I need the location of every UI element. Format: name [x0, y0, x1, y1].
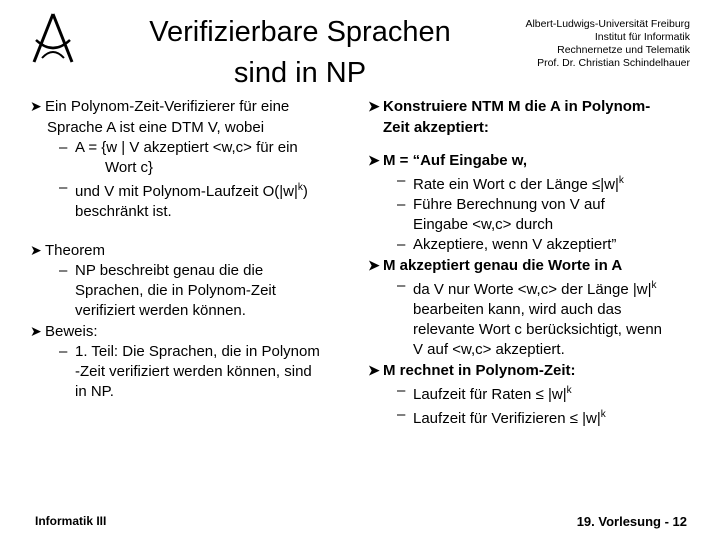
bullet-proof	[30, 321, 350, 342]
sub-bullet-line: in NP.	[75, 383, 114, 400]
bullet-construct	[368, 96, 698, 138]
sub-bullet-line: verifiziert werden können.	[75, 302, 246, 319]
arrow-bullet-icon: ➤	[30, 98, 42, 114]
title-line: Verifizierbare Sprachen	[149, 16, 451, 48]
sub-bullet-definition: – A = {w | V akzeptiert <w,c> für ein Wort c}	[30, 138, 350, 178]
sub-bullet-line: bearbeiten kann, wird auch das	[413, 301, 622, 318]
sub-bullet-line: beschränkt ist.	[75, 203, 172, 220]
sub-bullet-line: Wort c}	[105, 159, 154, 176]
bullet-polytime	[368, 360, 698, 381]
sub-bullet-line: A = {w | V akzeptiert <w,c> für ein	[75, 139, 298, 156]
footer-course: Informatik III	[35, 514, 107, 528]
bullet-accepts-a	[368, 255, 698, 276]
university-logo	[28, 10, 78, 68]
bullet-machine	[368, 150, 698, 171]
arrow-bullet-icon: ➤	[368, 152, 380, 168]
sub-bullet-accept: – Akzeptiere, wenn V akzeptiert”	[368, 235, 698, 255]
title-line: sind in NP	[233, 57, 367, 89]
bullet-line: M rechnet in Polynom-Zeit:	[383, 362, 576, 379]
bullet-line: M = “Auf Eingabe w,	[383, 152, 528, 169]
bullet-line: Ein Polynom-Zeit-Verifizierer für eine	[45, 98, 290, 115]
bullet-line: Konstruiere NTM M die A in Polynom-	[383, 98, 651, 115]
bullet-verifier	[30, 96, 350, 138]
sub-bullet-line: NP beschreibt genau die die	[75, 262, 264, 279]
sub-bullet-reason: – da V nur Worte <w,c> der Länge $|w|^k$ bearbeiten kann, wird auch das relevante Wort c berücksichtigt, wenn V auf <w,c> akzeptiert.	[368, 276, 698, 360]
affiliation-line: Rechnernetze und Telematik	[557, 44, 690, 56]
slide-title	[130, 12, 470, 94]
affiliation-line: Institut für Informatik	[594, 31, 690, 43]
sub-bullet-guess-time: – Laufzeit für Raten ≤ $|w|^k$	[368, 381, 698, 405]
sub-bullet-line: Eingabe <w,c> durch	[413, 216, 554, 233]
sub-bullet-runtime: – und V mit Polynom-Laufzeit $O(|w|^k)$ beschränkt ist.	[30, 178, 350, 222]
sub-bullet-line: Rate ein Wort c der Länge $\le|w|^k$	[413, 175, 624, 193]
bullet-line: Zeit akzeptiert:	[383, 119, 489, 136]
arrow-bullet-icon: ➤	[30, 242, 42, 258]
bullet-line: Beweis:	[45, 323, 98, 340]
arrow-bullet-icon: ➤	[30, 323, 42, 339]
left-column	[30, 96, 350, 402]
bullet-theorem	[30, 240, 350, 261]
sub-bullet-guess: – Rate ein Wort c der Länge $\le|w|^k$	[368, 171, 698, 195]
affiliation-line: Albert-Ludwigs-Universität Freiburg	[525, 18, 690, 30]
arrow-bullet-icon: ➤	[368, 362, 380, 378]
sub-bullet-line: Laufzeit für Raten ≤ $|w|^k$	[413, 385, 572, 403]
affiliation	[525, 18, 690, 70]
sub-bullet-verify-time: – Laufzeit für Verifizieren ≤ $|w|^k$	[368, 405, 698, 429]
sub-bullet-line: Laufzeit für Verifizieren ≤ $|w|^k$	[413, 409, 606, 427]
sub-bullet-line: Sprachen, die in Polynom-Zeit	[75, 282, 276, 299]
sub-bullet-line: -Zeit verifiziert werden können, sind	[75, 363, 312, 380]
arrow-bullet-icon: ➤	[368, 257, 380, 273]
sub-bullet-line: da V nur Worte <w,c> der Länge $|w|^k$	[413, 280, 657, 298]
bullet-line: Sprache A ist eine DTM V, wobei	[47, 119, 265, 136]
sub-bullet-np: – NP beschreibt genau die die Sprachen, die in Polynom-Zeit verifiziert werden können.	[30, 261, 350, 321]
sub-bullet-compute: – Führe Berechnung von V auf Eingabe <w,c> durch	[368, 195, 698, 235]
right-column	[368, 96, 698, 429]
sub-bullet-proof-part1: – 1. Teil: Die Sprachen, die in Polynom -Zeit verifiziert werden können, sind in NP.	[30, 342, 350, 402]
sub-bullet-line: V auf <w,c> akzeptiert.	[413, 341, 565, 358]
affiliation-line: Prof. Dr. Christian Schindelhauer	[537, 57, 690, 69]
footer-slide-number: 19. Vorlesung - 12	[576, 514, 687, 529]
arrow-bullet-icon: ➤	[368, 98, 380, 114]
bullet-line: Theorem	[45, 242, 106, 259]
sub-bullet-line: Akzeptiere, wenn V akzeptiert”	[413, 236, 617, 253]
sub-bullet-line: 1. Teil: Die Sprachen, die in Polynom	[75, 343, 320, 360]
sub-bullet-line: Führe Berechnung von V auf	[413, 196, 605, 213]
sub-bullet-line: und V mit Polynom-Laufzeit $O(|w|^k)$	[75, 182, 308, 200]
sub-bullet-line: relevante Wort c berücksichtigt, wenn	[413, 321, 663, 338]
bullet-line: M akzeptiert genau die Worte in A	[383, 257, 623, 274]
